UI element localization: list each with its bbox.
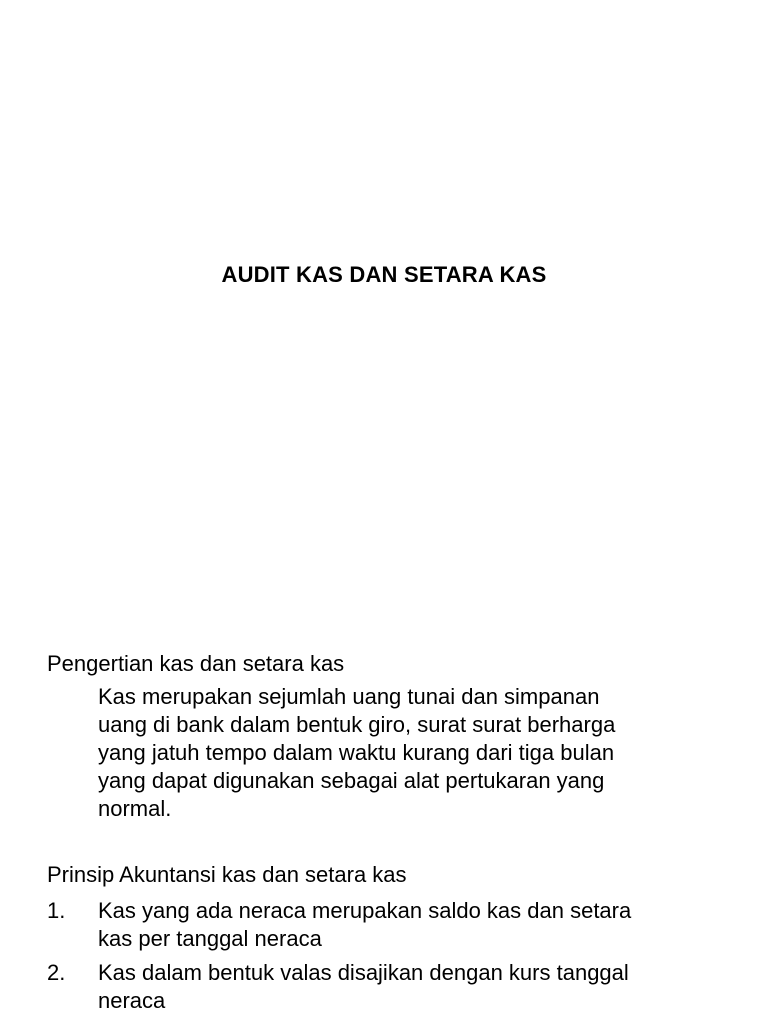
list-item-line: Kas dalam bentuk valas disajikan dengan kurs tanggal bbox=[98, 960, 629, 985]
principles-heading: Prinsip Akuntansi kas dan setara kas bbox=[47, 862, 407, 887]
list-item-line: kas per tanggal neraca bbox=[98, 926, 322, 951]
definition-line: uang di bank dalam bentuk giro, surat surat berharga bbox=[98, 712, 616, 737]
list-item-number: 1. bbox=[47, 898, 66, 923]
list-item-text bbox=[98, 897, 747, 953]
definition-paragraph bbox=[98, 683, 738, 823]
principles-list bbox=[47, 897, 747, 1021]
list-item bbox=[47, 897, 747, 953]
list-item-number: 2. bbox=[47, 960, 66, 985]
definition-line: Kas merupakan sejumlah uang tunai dan simpanan bbox=[98, 684, 600, 709]
list-item-line: neraca bbox=[98, 988, 166, 1013]
list-item bbox=[47, 959, 747, 1015]
definition-line: yang dapat digunakan sebagai alat pertukaran yang bbox=[98, 768, 605, 793]
definition-line: yang jatuh tempo dalam waktu kurang dari tiga bulan bbox=[98, 740, 615, 765]
document-title: AUDIT KAS DAN SETARA KAS bbox=[221, 262, 547, 287]
list-item-text bbox=[98, 959, 747, 1015]
definition-heading: Pengertian kas dan setara kas bbox=[47, 651, 345, 676]
definition-line: normal. bbox=[98, 796, 172, 821]
list-item-line: Kas yang ada neraca merupakan saldo kas dan setara bbox=[98, 898, 632, 923]
